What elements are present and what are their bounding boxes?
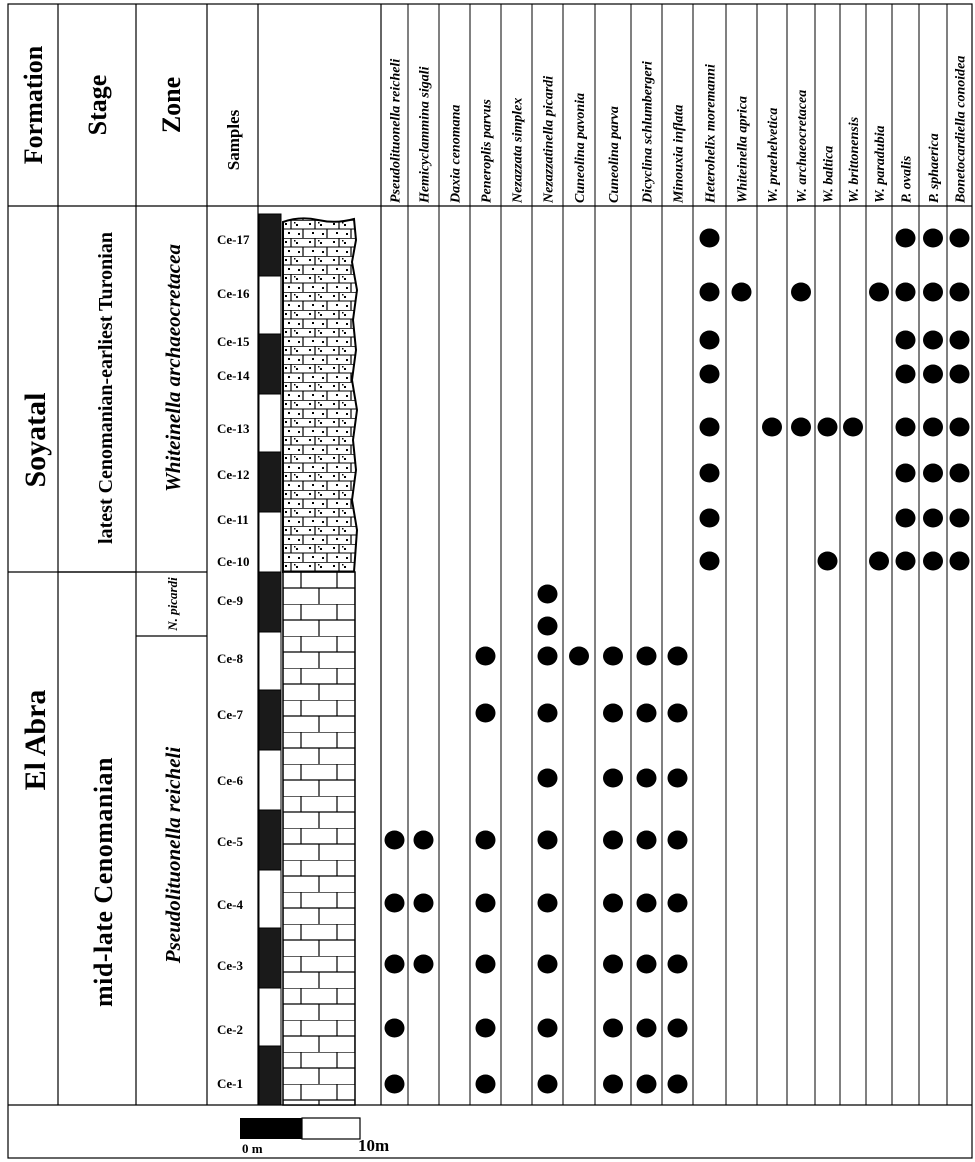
occurrence-dot-pseudolituonella-reicheli-ce-4 bbox=[385, 894, 405, 913]
header-formation: Formation bbox=[19, 45, 48, 165]
sample-label-ce-6: Ce-6 bbox=[217, 773, 243, 788]
occurrence-dot-w-baltica-ce-10 bbox=[818, 552, 838, 571]
column-headers bbox=[19, 45, 243, 170]
metre-bar-block bbox=[259, 810, 281, 870]
occurrence-dot-p-ovalis-ce-16 bbox=[896, 283, 916, 302]
occurrence-dot-minouxia-inflata-ce-7 bbox=[668, 704, 688, 723]
occurrence-dot-heterohelix-moremanni-ce-15 bbox=[700, 331, 720, 350]
occurrence-dot-w-baltica-ce-13 bbox=[818, 418, 838, 437]
sample-label-ce-17: Ce-17 bbox=[217, 232, 250, 247]
occurrence-dot-p-sphaerica-ce-10 bbox=[923, 552, 943, 571]
sample-label-ce-4: Ce-4 bbox=[217, 897, 243, 912]
occurrence-dots bbox=[385, 229, 970, 1094]
stage-mid-late-cenomanian: mid-late Cenomanian bbox=[89, 757, 118, 1007]
occurrence-dot-w-brittonensis-ce-13 bbox=[843, 418, 863, 437]
sample-label-ce-5: Ce-5 bbox=[217, 834, 243, 849]
occurrence-dot-bonetocardiella-conoidea-ce-14 bbox=[950, 365, 970, 384]
occurrence-dot-heterohelix-moremanni-ce-17 bbox=[700, 229, 720, 248]
occurrence-dot-cuneolina-parva-ce-6 bbox=[603, 769, 623, 788]
occurrence-dot-minouxia-inflata-ce-6 bbox=[668, 769, 688, 788]
occurrence-dot-pseudolituonella-reicheli-ce-1 bbox=[385, 1075, 405, 1094]
species-header-nezazzatinella-picardi: Nezazzatinella picardi bbox=[541, 75, 557, 203]
occurrence-dot-p-sphaerica-ce-15 bbox=[923, 331, 943, 350]
scale-bar-start-label: 0 m bbox=[242, 1141, 263, 1156]
species-header-w-brittonensis: W. brittonensis bbox=[847, 116, 862, 203]
occurrence-dot-nezazzatinella-picardi-ce-6 bbox=[538, 769, 558, 788]
zone-pseudolituonella-reicheli: Pseudolituonella reicheli bbox=[161, 746, 185, 964]
occurrence-dot-pseudolituonella-reicheli-ce-5 bbox=[385, 831, 405, 850]
occurrence-dot-dicyclina-schlumbergeri-ce-6 bbox=[637, 769, 657, 788]
occurrence-dot-bonetocardiella-conoidea-ce-11 bbox=[950, 509, 970, 528]
metre-bar-block bbox=[259, 690, 281, 750]
occurrence-dot-minouxia-inflata-ce-2 bbox=[668, 1019, 688, 1038]
metre-bar-block bbox=[259, 750, 281, 810]
metre-bar-block bbox=[259, 452, 281, 512]
species-header-pseudolituonella-reicheli: Pseudolituonella reicheli bbox=[388, 58, 404, 203]
occurrence-dot-heterohelix-moremanni-ce-13 bbox=[700, 418, 720, 437]
occurrence-dot-bonetocardiella-conoidea-ce-13 bbox=[950, 418, 970, 437]
occurrence-dot-w-archaeocretacea-ce-13 bbox=[791, 418, 811, 437]
occurrence-dot-minouxia-inflata-ce-4 bbox=[668, 894, 688, 913]
metre-bar-block bbox=[259, 394, 281, 452]
occurrence-dot-p-sphaerica-ce-14 bbox=[923, 365, 943, 384]
occurrence-dot-heterohelix-moremanni-ce-14 bbox=[700, 365, 720, 384]
sample-label-ce-10: Ce-10 bbox=[217, 554, 250, 569]
occurrence-dot-dicyclina-schlumbergeri-ce-7 bbox=[637, 704, 657, 723]
occurrence-dot-bonetocardiella-conoidea-ce-15 bbox=[950, 331, 970, 350]
zone-whiteinella-archaeocretacea: Whiteinella archaeocretacea bbox=[161, 244, 185, 492]
occurrence-dot-nezazzatinella-picardi-ce-3 bbox=[538, 955, 558, 974]
occurrence-dot-heterohelix-moremanni-ce-16 bbox=[700, 283, 720, 302]
occurrence-dot-peneroplis-parvus-ce-4 bbox=[476, 894, 496, 913]
occurrence-dot-peneroplis-parvus-ce-1 bbox=[476, 1075, 496, 1094]
species-header-nezazzata-simplex: Nezazzata simplex bbox=[510, 97, 526, 203]
species-header-w-paradubia: W. paradubia bbox=[873, 125, 888, 203]
sample-label-ce-14: Ce-14 bbox=[217, 368, 250, 383]
zone-n-picardi: N. picardi bbox=[165, 577, 180, 631]
occurrence-dot-minouxia-inflata-ce-8 bbox=[668, 647, 688, 666]
metre-bar-block bbox=[259, 276, 281, 334]
occurrence-dot-dicyclina-schlumbergeri-ce-2 bbox=[637, 1019, 657, 1038]
occurrence-dot-peneroplis-parvus-ce-3 bbox=[476, 955, 496, 974]
occurrence-dot-dicyclina-schlumbergeri-ce-8 bbox=[637, 647, 657, 666]
scale-bar-black bbox=[240, 1118, 302, 1139]
sample-label-ce-3: Ce-3 bbox=[217, 958, 243, 973]
metre-bar-block bbox=[259, 512, 281, 572]
species-header-w-praehelvetica: W. praehelvetica bbox=[766, 107, 781, 203]
species-header-heterohelix-moremanni: Heterohelix moremanni bbox=[703, 64, 719, 203]
occurrence-dot-minouxia-inflata-ce-1 bbox=[668, 1075, 688, 1094]
metre-bar-block bbox=[259, 334, 281, 394]
sample-label-ce-2: Ce-2 bbox=[217, 1022, 243, 1037]
metre-bar-block bbox=[259, 572, 281, 632]
occurrence-dot-bonetocardiella-conoidea-ce-12 bbox=[950, 464, 970, 483]
species-header-dicyclina-schlumbergeri: Dicyclina schlumbergeri bbox=[640, 61, 656, 203]
occurrence-dot-p-sphaerica-ce-17 bbox=[923, 229, 943, 248]
occurrence-dot-cuneolina-pavonia-ce-8 bbox=[569, 647, 589, 666]
formation-el-abra: El Abra bbox=[19, 689, 52, 791]
occurrence-dot-p-sphaerica-ce-11 bbox=[923, 509, 943, 528]
occurrence-dot-p-ovalis-ce-17 bbox=[896, 229, 916, 248]
occurrence-dot-nezazzatinella-picardi-ce-9a bbox=[538, 585, 558, 604]
metre-bar-block bbox=[259, 632, 281, 690]
sample-label-ce-12: Ce-12 bbox=[217, 467, 250, 482]
scale-bar bbox=[240, 1118, 389, 1156]
occurrence-dot-cuneolina-parva-ce-5 bbox=[603, 831, 623, 850]
occurrence-dot-p-ovalis-ce-11 bbox=[896, 509, 916, 528]
occurrence-dot-w-praehelvetica-ce-13 bbox=[762, 418, 782, 437]
lithology-metre-bar bbox=[259, 214, 281, 1105]
species-header-cuneolina-parva: Cuneolina parva bbox=[607, 106, 622, 203]
species-header-w-archaeocretacea: W. archaeocretacea bbox=[795, 89, 810, 203]
occurrence-dot-p-ovalis-ce-14 bbox=[896, 365, 916, 384]
occurrence-dot-nezazzatinella-picardi-ce-1 bbox=[538, 1075, 558, 1094]
metre-bar-block bbox=[259, 928, 281, 988]
occurrence-dot-p-ovalis-ce-15 bbox=[896, 331, 916, 350]
occurrence-dot-bonetocardiella-conoidea-ce-17 bbox=[950, 229, 970, 248]
species-header-minouxia-inflata: Minouxia inflata bbox=[671, 104, 687, 203]
occurrence-dot-p-ovalis-ce-13 bbox=[896, 418, 916, 437]
header-stage: Stage bbox=[83, 74, 112, 136]
occurrence-dot-p-ovalis-ce-10 bbox=[896, 552, 916, 571]
scale-bar-end-label: 10m bbox=[358, 1136, 390, 1155]
soyatal-marly-limestone bbox=[283, 218, 357, 572]
occurrence-dot-nezazzatinella-picardi-ce-2 bbox=[538, 1019, 558, 1038]
occurrence-dot-cuneolina-parva-ce-4 bbox=[603, 894, 623, 913]
species-header-whiteinella-aprica: Whiteinella aprica bbox=[735, 96, 751, 203]
occurrence-dot-p-sphaerica-ce-13 bbox=[923, 418, 943, 437]
occurrence-dot-nezazzatinella-picardi-ce-4 bbox=[538, 894, 558, 913]
metre-bar-block bbox=[259, 1046, 281, 1105]
occurrence-dot-dicyclina-schlumbergeri-ce-4 bbox=[637, 894, 657, 913]
species-header-peneroplis-parvus: Peneroplis parvus bbox=[479, 99, 495, 203]
occurrence-dot-pseudolituonella-reicheli-ce-3 bbox=[385, 955, 405, 974]
lithology-column bbox=[283, 218, 357, 1105]
formation-labels bbox=[19, 392, 52, 790]
occurrence-dot-heterohelix-moremanni-ce-10 bbox=[700, 552, 720, 571]
occurrence-dot-minouxia-inflata-ce-5 bbox=[668, 831, 688, 850]
sample-label-ce-15: Ce-15 bbox=[217, 334, 250, 349]
occurrence-dot-bonetocardiella-conoidea-ce-10 bbox=[950, 552, 970, 571]
occurrence-dot-hemicyclammina-sigali-ce-4 bbox=[414, 894, 434, 913]
occurrence-dot-nezazzatinella-picardi-ce-7 bbox=[538, 704, 558, 723]
occurrence-dot-nezazzatinella-picardi-ce-9b bbox=[538, 617, 558, 636]
sample-label-ce-7: Ce-7 bbox=[217, 707, 243, 722]
el-abra-limestone bbox=[283, 572, 355, 1105]
metre-bar-block bbox=[259, 214, 281, 276]
species-header-w-baltica: W. baltica bbox=[821, 145, 837, 203]
occurrence-dot-cuneolina-parva-ce-2 bbox=[603, 1019, 623, 1038]
occurrence-dot-minouxia-inflata-ce-3 bbox=[668, 955, 688, 974]
sample-label-ce-9: Ce-9 bbox=[217, 593, 243, 608]
metre-bar-block bbox=[259, 870, 281, 928]
formation-soyatal: Soyatal bbox=[19, 392, 52, 488]
species-headers bbox=[389, 56, 969, 204]
species-header-p-sphaerica: P. sphaerica bbox=[927, 133, 942, 203]
stage-labels bbox=[89, 232, 118, 1007]
occurrence-dot-p-ovalis-ce-12 bbox=[896, 464, 916, 483]
occurrence-dot-w-paradubia-ce-16 bbox=[869, 283, 889, 302]
species-header-daxia-cenomana: Daxia cenomana bbox=[448, 104, 464, 203]
sample-label-ce-1: Ce-1 bbox=[217, 1076, 243, 1091]
occurrence-dot-whiteinella-aprica-ce-16 bbox=[732, 283, 752, 302]
occurrence-dot-peneroplis-parvus-ce-2 bbox=[476, 1019, 496, 1038]
occurrence-dot-heterohelix-moremanni-ce-11 bbox=[700, 509, 720, 528]
occurrence-dot-pseudolituonella-reicheli-ce-2 bbox=[385, 1019, 405, 1038]
occurrence-dot-dicyclina-schlumbergeri-ce-1 bbox=[637, 1075, 657, 1094]
occurrence-dot-peneroplis-parvus-ce-5 bbox=[476, 831, 496, 850]
occurrence-dot-w-archaeocretacea-ce-16 bbox=[791, 283, 811, 302]
occurrence-dot-p-sphaerica-ce-16 bbox=[923, 283, 943, 302]
sample-label-ce-11: Ce-11 bbox=[217, 512, 249, 527]
species-header-hemicyclammina-sigali: Hemicyclammina sigali bbox=[417, 66, 433, 203]
occurrence-dot-peneroplis-parvus-ce-7 bbox=[476, 704, 496, 723]
occurrence-dot-cuneolina-parva-ce-7 bbox=[603, 704, 623, 723]
occurrence-dot-w-paradubia-ce-10 bbox=[869, 552, 889, 571]
occurrence-dot-heterohelix-moremanni-ce-12 bbox=[700, 464, 720, 483]
species-header-bonetocardiella-conoidea: Bonetocardiella conoidea bbox=[953, 55, 969, 203]
sample-label-ce-8: Ce-8 bbox=[217, 651, 243, 666]
occurrence-dot-bonetocardiella-conoidea-ce-16 bbox=[950, 283, 970, 302]
occurrence-dot-nezazzatinella-picardi-ce-8 bbox=[538, 647, 558, 666]
header-samples: Samples bbox=[224, 109, 243, 171]
occurrence-dot-dicyclina-schlumbergeri-ce-5 bbox=[637, 831, 657, 850]
occurrence-dot-p-sphaerica-ce-12 bbox=[923, 464, 943, 483]
occurrence-dot-cuneolina-parva-ce-8 bbox=[603, 647, 623, 666]
species-header-p-ovalis: P. ovalis bbox=[899, 155, 915, 203]
occurrence-dot-hemicyclammina-sigali-ce-3 bbox=[414, 955, 434, 974]
occurrence-dot-dicyclina-schlumbergeri-ce-3 bbox=[637, 955, 657, 974]
metre-bar-block bbox=[259, 988, 281, 1046]
sample-label-ce-13: Ce-13 bbox=[217, 421, 250, 436]
species-header-cuneolina-pavonia: Cuneolina pavonia bbox=[573, 92, 588, 203]
zone-labels bbox=[161, 244, 185, 964]
occurrence-dot-nezazzatinella-picardi-ce-5 bbox=[538, 831, 558, 850]
stage-latest-cenomanian-earliest-turonian: latest Cenomanian-earliest Turonian bbox=[95, 232, 117, 544]
sample-label-ce-16: Ce-16 bbox=[217, 286, 250, 301]
occurrence-dot-hemicyclammina-sigali-ce-5 bbox=[414, 831, 434, 850]
occurrence-dot-peneroplis-parvus-ce-8 bbox=[476, 647, 496, 666]
sample-labels bbox=[217, 232, 250, 1091]
header-zone: Zone bbox=[157, 76, 186, 134]
occurrence-dot-cuneolina-parva-ce-1 bbox=[603, 1075, 623, 1094]
scale-bar-white bbox=[302, 1118, 360, 1139]
occurrence-dot-cuneolina-parva-ce-3 bbox=[603, 955, 623, 974]
